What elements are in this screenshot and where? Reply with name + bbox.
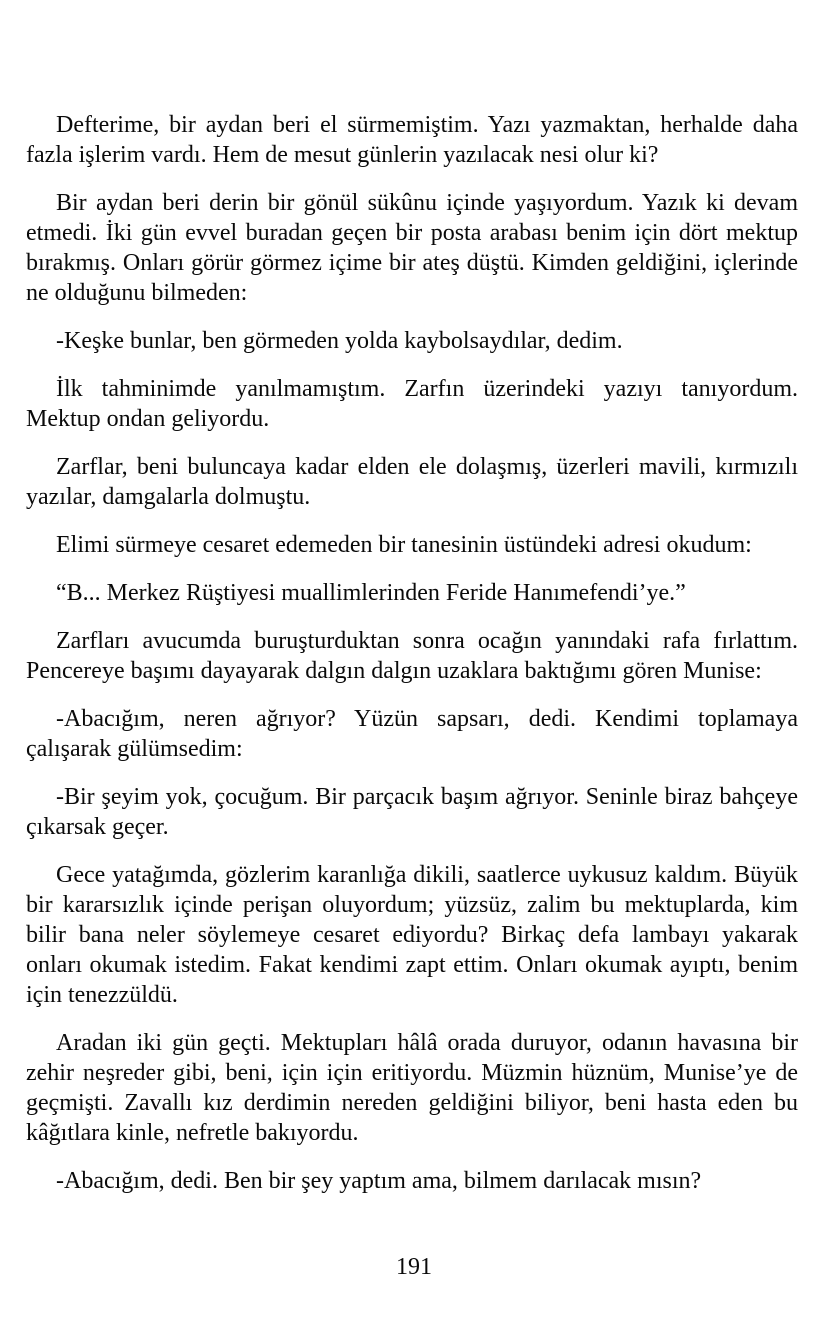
- paragraph: Zarflar, beni buluncaya kadar elden ele dolaşmış, üzerleri mavili, kırmızılı yazılar, damgalarla dolmuştu.: [26, 454, 798, 510]
- paragraph-dialogue: -Bir şeyim yok, çocuğum. Bir parçacık başım ağrıyor. Seninle biraz bahçeye çıkarsak geçer.: [26, 784, 798, 840]
- paragraph-dialogue: -Abacığım, dedi. Ben bir şey yaptım ama, bilmem darılacak mısın?: [56, 1168, 702, 1194]
- paragraph: İlk tahminimde yanılmamıştım. Zarfın üzerindeki yazıyı tanıyordum. Mektup ondan geliyordu.: [26, 376, 798, 432]
- paragraph: Elimi sürmeye cesaret edemeden bir tanesinin üstündeki adresi okudum:: [56, 532, 752, 558]
- page-number: 191: [396, 1254, 432, 1280]
- paragraph-dialogue: -Keşke bunlar, ben görmeden yolda kaybolsaydılar, dedim.: [56, 328, 623, 354]
- paragraph-quote: “B... Merkez Rüştiyesi muallimlerinden Feride Hanımefendi’ye.”: [56, 580, 686, 606]
- page-text: [26, 110, 798, 1214]
- paragraph: Defterime, bir aydan beri el sürmemiştim. Yazı yazmaktan, herhalde daha fazla işlerim vardı. Hem de mesut günlerin yazılacak nesi olur ki?: [26, 112, 798, 168]
- paragraph: Bir aydan beri derin bir gönül sükûnu içinde yaşıyordum. Yazık ki devam etmedi. İki gün evvel buradan geçen bir posta arabası benim için dört mektup bırakmış. Onları görür görmez içime bir ateş düştü. Kimden geldiğini, içlerinde ne olduğunu bilmeden:: [26, 190, 798, 306]
- paragraph: Zarfları avucumda buruşturduktan sonra ocağın yanındaki rafa fırlattım. Pencereye başımı dayayarak dalgın dalgın uzaklara baktığımı gören Munise:: [26, 628, 798, 684]
- paragraph-dialogue: -Abacığım, neren ağrıyor? Yüzün sapsarı, dedi. Kendimi toplamaya çalışarak gülümsedim:: [26, 706, 798, 762]
- paragraph: Gece yatağımda, gözlerim karanlığa dikili, saatlerce uykusuz kaldım. Büyük bir kararsızlık içinde perişan oluyordum; yüzsüz, zalim bu mektuplarda, kim bilir bana neler söylemeye cesaret ediyordu? Birkaç defa lambayı yakarak onları okumak istedim. Fakat kendimi zapt ettim. Onları okumak ayıptı, benim için tenezzüldü.: [26, 862, 798, 1008]
- paragraph: Aradan iki gün geçti. Mektupları hâlâ orada duruyor, odanın havasına bir zehir neşreder gibi, beni, için için eritiyordu. Müzmin hüznüm, Munise’ye de geçmişti. Zavallı kız derdimin nereden geldiğini biliyor, beni hasta eden bu kâğıtlara kinle, nefretle bakıyordu.: [26, 1030, 798, 1146]
